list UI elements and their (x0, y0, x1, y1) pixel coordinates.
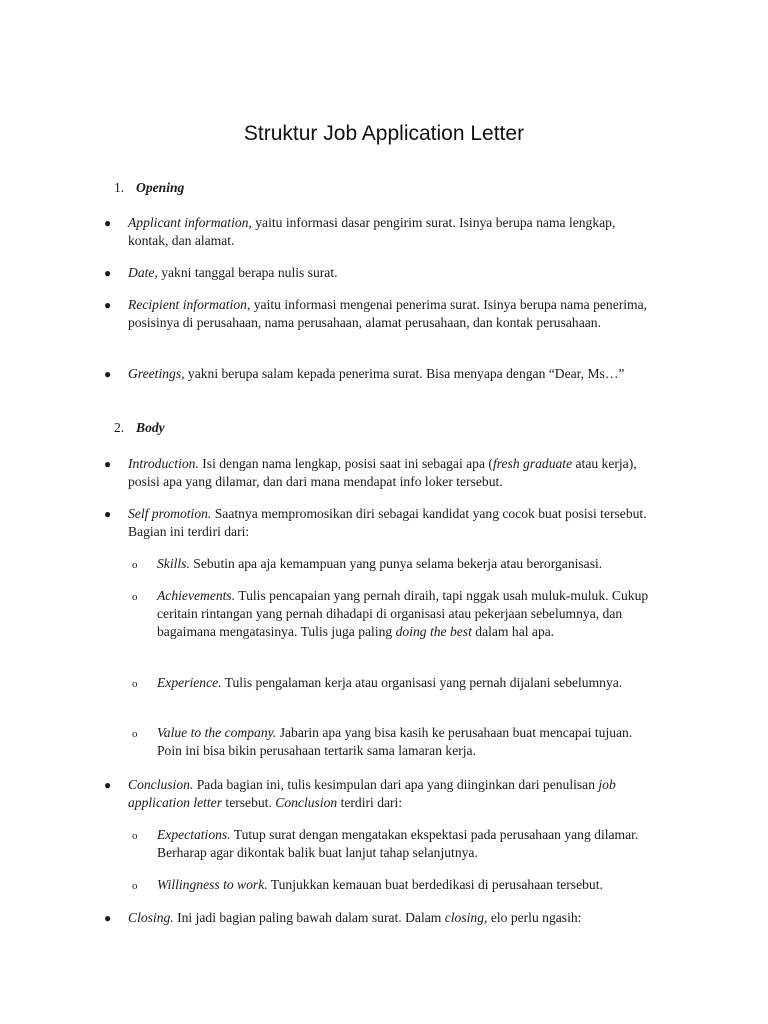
subbullet-skills (132, 555, 660, 573)
term: Greetings, (128, 366, 185, 381)
description: Sebutin apa aja kemampuan yang punya selama bekerja atau berorganisasi. (189, 556, 603, 571)
description: yakni berupa salam kepada penerima surat. Bisa menyapa dengan “Dear, Ms…” (184, 366, 625, 381)
description-cont: tersebut. (222, 795, 276, 810)
bullet-conclusion (104, 776, 656, 812)
description-cont: atau kerja), posisi apa yang dilamar, dan dari mana mendapat info loker tersebut. (128, 456, 637, 489)
subbullet-achievements (132, 587, 660, 641)
circle-bullet-icon: o (132, 678, 138, 690)
section-label: Opening (136, 180, 185, 195)
bullet-icon: ● (104, 778, 112, 792)
bullet-icon: ● (104, 298, 112, 312)
description: yakni tanggal berapa nulis surat. (157, 265, 338, 280)
bullet-icon: ● (104, 367, 112, 381)
bullet-closing (104, 909, 656, 927)
description-end: terdiri dari: (337, 795, 403, 810)
bullet-self-promotion (104, 505, 656, 541)
circle-bullet-icon: o (132, 591, 138, 603)
circle-bullet-icon: o (132, 728, 138, 740)
description: , yaitu informasi mengenai penerima surat. Isinya berupa nama penerima, posisinya di perusahaan, nama perusahaan, alamat perusahaan, dan kontak perusahaan. (128, 297, 648, 330)
bullet-icon: ● (104, 507, 112, 521)
emphasis: closing, (444, 910, 488, 925)
emphasis: doing the best (395, 624, 472, 639)
description: Jabarin apa yang bisa kasih ke perusahaan buat mencapai tujuan. Poin ini bisa bikin perusahaan tertarik sama lamaran kerja. (157, 725, 633, 758)
circle-bullet-icon: o (132, 830, 138, 842)
circle-bullet-icon: o (132, 880, 138, 892)
subbullet-experience (132, 674, 660, 692)
bullet-date (104, 264, 656, 282)
description: Tunjukkan kemauan buat berdedikasi di perusahaan tersebut. (267, 877, 603, 892)
section-label: Body (136, 420, 165, 435)
term: Willingness to work. (157, 877, 268, 892)
term: Expectations. (157, 827, 231, 842)
bullet-recipient-information (104, 296, 656, 332)
section-heading-body (114, 419, 165, 437)
subbullet-willingness-to-work (132, 876, 660, 894)
section-number: 2. (114, 420, 125, 435)
term: Experience. (157, 675, 222, 690)
section-number: 1. (114, 180, 125, 195)
term: Introduction. (128, 456, 199, 471)
description: Tutup surat dengan mengatakan ekspektasi pada perusahaan yang dilamar. Berharap agar dikontak balik buat lanjut tahap selanjutnya. (157, 827, 639, 860)
term: Self promotion. (128, 506, 212, 521)
bullet-applicant-information (104, 214, 656, 250)
term: Value to the company. (157, 725, 277, 740)
description: Tulis pencapaian yang pernah diraih, tapi nggak usah muluk-muluk. Cukup ceritain rintangan yang pernah dihadapi di organisasi atau pekerjaan sebelumnya, dan bagaimana mengatasinya. Tulis juga paling (157, 588, 649, 639)
bullet-greetings (104, 365, 656, 383)
circle-bullet-icon: o (132, 559, 138, 571)
bullet-icon: ● (104, 216, 112, 230)
description: Ini jadi bagian paling bawah dalam surat. Dalam (173, 910, 445, 925)
emphasis: fresh graduate (492, 456, 573, 471)
section-heading-opening (114, 179, 184, 197)
term: Date, (128, 265, 158, 280)
bullet-icon: ● (104, 457, 112, 471)
description: Isi dengan nama lengkap, posisi saat ini sebagai apa ( (198, 456, 493, 471)
term: Achievements. (157, 588, 236, 603)
subbullet-expectations (132, 826, 660, 862)
subbullet-value-to-company (132, 724, 660, 760)
description-cont: elo perlu ngasih: (487, 910, 582, 925)
description: yaitu informasi dasar pengirim surat. Isinya berupa nama lengkap, kontak, dan alamat. (128, 215, 616, 248)
term: Skills. (157, 556, 190, 571)
term: Closing. (128, 910, 174, 925)
term: Conclusion. (128, 777, 194, 792)
description: Tulis pengalaman kerja atau organisasi yang pernah dijalani sebelumnya. (221, 675, 623, 690)
description: Pada bagian ini, tulis kesimpulan dari apa yang diinginkan dari penulisan (193, 777, 599, 792)
page-title: Struktur Job Application Letter (243, 122, 525, 145)
bullet-icon: ● (104, 266, 112, 280)
term: Recipient information (128, 297, 247, 312)
bullet-introduction (104, 455, 656, 491)
emphasis: Conclusion (275, 795, 338, 810)
term: Applicant information, (128, 215, 252, 230)
emphasis: job application letter (128, 777, 616, 810)
description: Saatnya mempromosikan diri sebagai kandidat yang cocok buat posisi tersebut. Bagian ini terdiri dari: (128, 506, 647, 539)
description-cont: dalam hal apa. (471, 624, 555, 639)
bullet-icon: ● (104, 911, 112, 925)
